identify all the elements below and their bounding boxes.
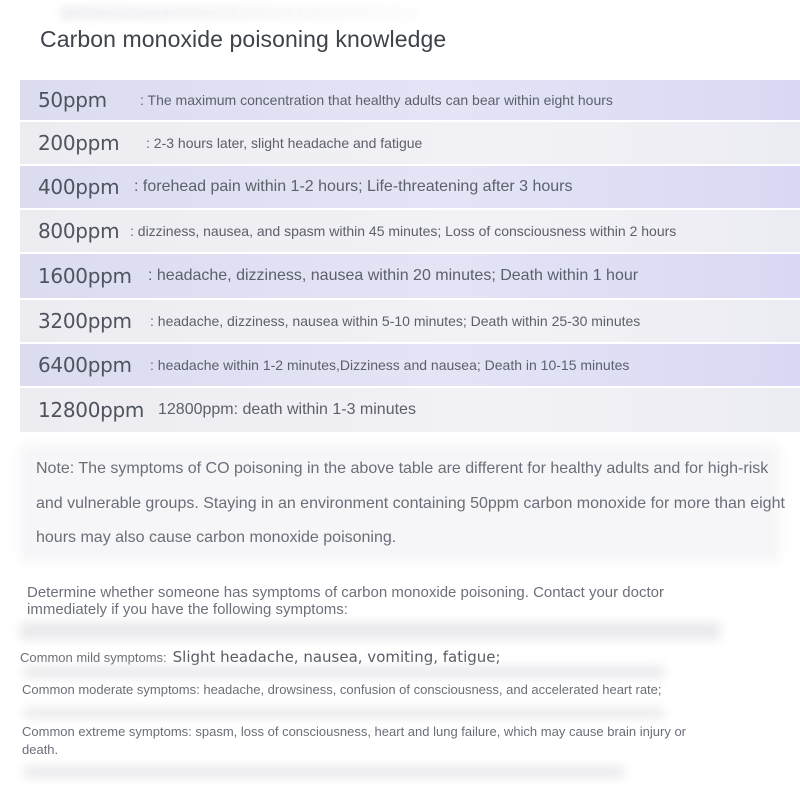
mild-symptoms-label: Common mild symptoms:	[20, 650, 167, 665]
ppm-value: 200ppm	[38, 131, 120, 155]
faded-background-text	[24, 708, 664, 718]
co-concentration-table	[20, 80, 800, 434]
ppm-value: 3200ppm	[38, 309, 132, 333]
ppm-value: 6400ppm	[38, 353, 132, 377]
table-row-50ppm	[20, 80, 800, 122]
table-row-3200ppm	[20, 300, 800, 344]
mild-symptoms	[20, 650, 720, 665]
table-row-800ppm	[20, 210, 800, 254]
symptom-check-instruction: Determine whether someone has symptoms of carbon monoxide poisoning. Contact your doctor immediately if you have the following symptoms:	[27, 584, 664, 618]
note-paragraph: Note: The symptoms of CO poisoning in the above table are different for healthy adults and for high-risk and vulnerable groups. Staying in an environment containing 50ppm carbon monoxide for more than eight hours may also cause carbon monoxide poisoning.	[36, 452, 786, 556]
ppm-value: 50ppm	[38, 88, 107, 112]
row-description: : headache, dizziness, nausea within 5-10 minutes; Death within 25-30 minutes	[150, 313, 641, 329]
ppm-value: 400ppm	[38, 175, 120, 199]
row-description: : 2-3 hours later, slight headache and fatigue	[146, 135, 423, 151]
moderate-symptoms: Common moderate symptoms: headache, drowsiness, confusion of consciousness, and accelerated heart rate;	[22, 682, 662, 697]
row-description: : headache within 1-2 minutes,Dizziness and nausea; Death in 10-15 minutes	[150, 357, 630, 373]
page-title: Carbon monoxide poisoning knowledge	[40, 26, 447, 52]
ppm-value: 1600ppm	[38, 264, 132, 288]
row-description: : dizziness, nausea, and spasm within 45 minutes; Loss of consciousness within 2 hours	[130, 223, 677, 239]
row-description: 12800ppm: death within 1-3 minutes	[158, 401, 416, 418]
row-description: : headache, dizziness, nausea within 20 minutes; Death within 1 hour	[148, 267, 639, 284]
faded-background-text	[24, 766, 624, 778]
ppm-value: 12800ppm	[38, 398, 145, 422]
row-description: : The maximum concentration that healthy adults can bear within eight hours	[140, 92, 613, 108]
table-row-12800ppm	[20, 388, 800, 434]
table-row-1600ppm	[20, 254, 800, 300]
ppm-value: 800ppm	[38, 219, 120, 243]
faded-background-text	[24, 666, 664, 678]
table-row-6400ppm	[20, 344, 800, 388]
table-row-400ppm	[20, 166, 800, 210]
extreme-symptoms: Common extreme symptoms: spasm, loss of consciousness, heart and lung failure, which may cause brain injury or death.	[22, 724, 687, 757]
mild-symptoms-value: Slight headache, nausea, vomiting, fatigue;	[172, 648, 501, 666]
row-description: : forehead pain within 1-2 hours; Life-threatening after 3 hours	[134, 178, 573, 195]
faded-background-text	[60, 6, 420, 20]
table-row-200ppm	[20, 122, 800, 166]
faded-background-text	[20, 622, 720, 640]
